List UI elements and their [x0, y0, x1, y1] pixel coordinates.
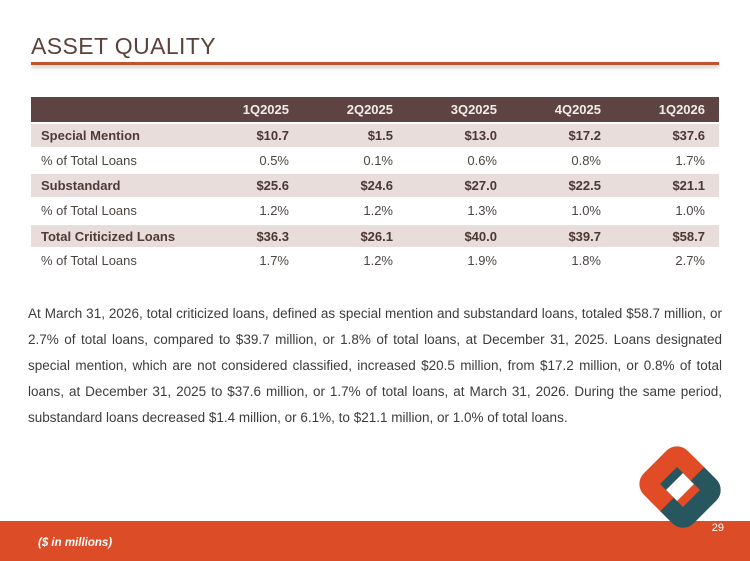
- asset-quality-table: [31, 97, 719, 274]
- table-row-pct-total-loans: [31, 148, 719, 173]
- row-label: Substandard: [31, 173, 199, 198]
- cell-value: 1.7%: [199, 248, 303, 273]
- table-header-1q2025: 1Q2025: [199, 97, 303, 123]
- title-underline: [31, 62, 719, 65]
- cell-value: 1.2%: [303, 198, 407, 223]
- cell-value: $39.7: [511, 223, 615, 248]
- cell-value: $58.7: [615, 223, 719, 248]
- cell-value: $37.6: [615, 123, 719, 148]
- cell-value: $40.0: [407, 223, 511, 248]
- cell-value: $27.0: [407, 173, 511, 198]
- table-header-empty: [31, 97, 199, 123]
- row-label: % of Total Loans: [31, 148, 199, 173]
- table-header-4q2025: 4Q2025: [511, 97, 615, 123]
- cell-value: 1.7%: [615, 148, 719, 173]
- cell-value: $25.6: [199, 173, 303, 198]
- cell-value: $22.5: [511, 173, 615, 198]
- cell-value: 1.8%: [511, 248, 615, 273]
- cell-value: 1.0%: [615, 198, 719, 223]
- table-row-special-mention: [31, 123, 719, 148]
- table-header-1q2026: 1Q2026: [615, 97, 719, 123]
- row-label: % of Total Loans: [31, 198, 199, 223]
- cell-value: $13.0: [407, 123, 511, 148]
- cell-value: $26.1: [303, 223, 407, 248]
- page-title: ASSET QUALITY: [31, 33, 216, 59]
- company-logo-icon: [629, 439, 723, 533]
- table-row-substandard: [31, 173, 719, 198]
- cell-value: $1.5: [303, 123, 407, 148]
- table-header-3q2025: 3Q2025: [407, 97, 511, 123]
- commentary-paragraph: At March 31, 2026, total criticized loans, defined as special mention and substandard loans, totaled $58.7 million, or 2.7% of total loans, compared to $39.7 million, or 1.8% of total loans, at December 31, 2025. Loans designated special mention, which are not considered classified, increased $20.5 million, from $17.2 million, or 0.8% of total loans, at December 31, 2025 to $37.6 million, or 1.7% of total loans, at March 31, 2026. During the same period, substandard loans decreased $1.4 million, or 6.1%, to $21.1 million, or 1.0% of total loans.: [28, 306, 722, 425]
- page-number: 29: [711, 522, 724, 534]
- row-label: Special Mention: [31, 123, 199, 148]
- cell-value: 1.2%: [303, 248, 407, 273]
- cell-value: 1.9%: [407, 248, 511, 273]
- cell-value: $10.7: [199, 123, 303, 148]
- table-header-row: [31, 97, 719, 123]
- cell-value: $17.2: [511, 123, 615, 148]
- cell-value: 1.0%: [511, 198, 615, 223]
- cell-value: 0.1%: [303, 148, 407, 173]
- cell-value: 1.3%: [407, 198, 511, 223]
- cell-value: $21.1: [615, 173, 719, 198]
- row-label: % of Total Loans: [31, 248, 199, 273]
- cell-value: 2.7%: [615, 248, 719, 273]
- cell-value: 0.5%: [199, 148, 303, 173]
- cell-value: 1.2%: [199, 198, 303, 223]
- cell-value: 0.8%: [511, 148, 615, 173]
- footnote-dollars-in-millions: ($ in millions): [38, 537, 113, 549]
- table-row-pct-total-loans: [31, 248, 719, 273]
- cell-value: 0.6%: [407, 148, 511, 173]
- cell-value: $24.6: [303, 173, 407, 198]
- row-label: Total Criticized Loans: [31, 223, 199, 248]
- cell-value: $36.3: [199, 223, 303, 248]
- table-header-2q2025: 2Q2025: [303, 97, 407, 123]
- table-row-pct-total-loans: [31, 198, 719, 223]
- table-row-total-criticized-loans: [31, 223, 719, 248]
